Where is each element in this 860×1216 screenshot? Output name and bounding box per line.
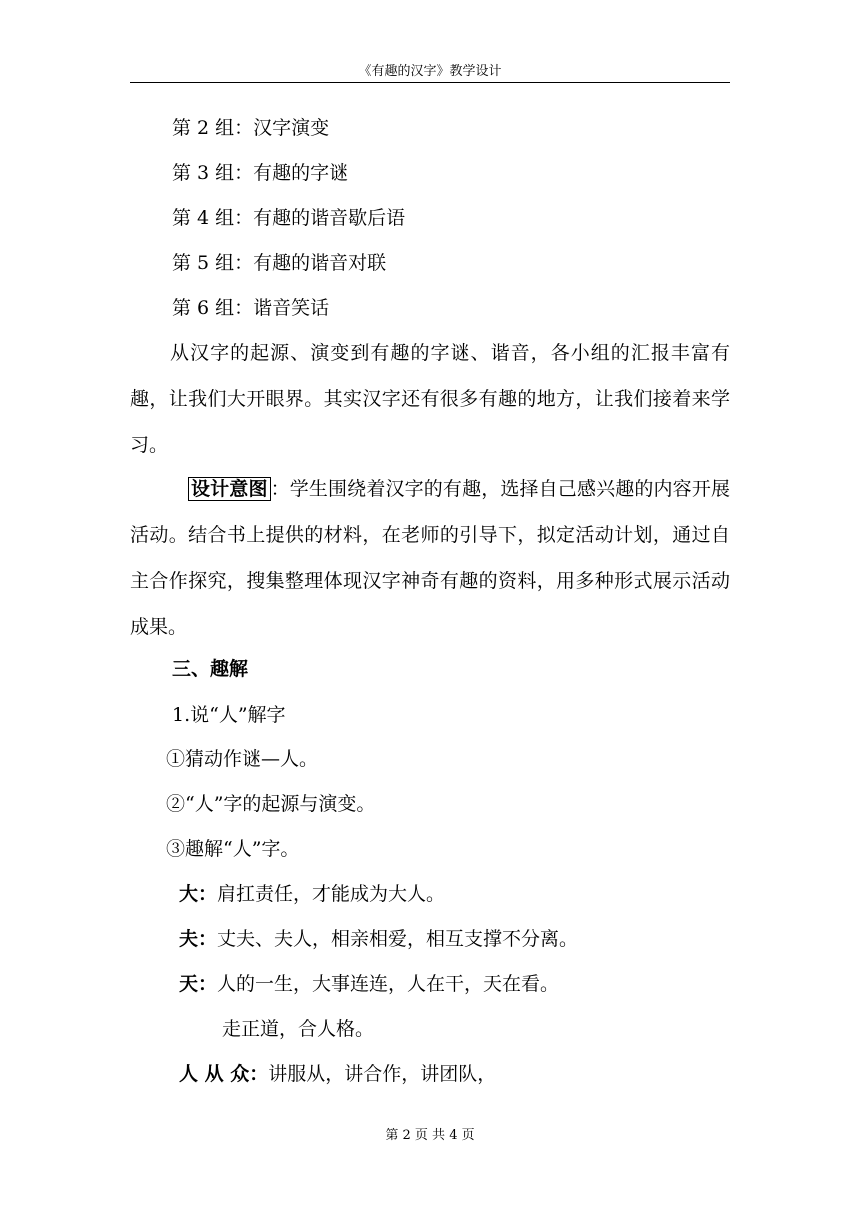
char-tian [179,972,559,996]
design-intent-text: ：学生围绕着汉字的有趣，选择自己感兴趣的内容开展活动。结合书上提供的材料，在老师的引导下，拟定活动计划，通过自主合作探究，搜集整理体现汉字神奇有趣的资料，用多种形式展示活动成果。 [130,478,730,638]
page-footer: 第 2 页 共 4 页 [385,1128,475,1143]
char-congzhong [179,1062,496,1086]
step-3: ③趣解“人”字。 [166,838,300,860]
group-5: 第 5 组：有趣的谐音对联 [172,252,387,274]
step-2: ②“人”字的起源与演变。 [166,793,376,815]
group-4: 第 4 组：有趣的谐音歇后语 [172,207,406,229]
char-congzhong-label: 人 从 众： [179,1063,269,1085]
char-fu-text: 丈夫、夫人，相亲相爱，相互支撑不分离。 [217,928,579,950]
char-fu-label: 夫： [179,928,218,950]
char-tian-text: 人的一生，大事连连，人在干，天在看。 [217,973,560,995]
summary-text: 从汉字的起源、演变到有趣的字谜、谐音，各小组的汇报丰富有趣，让我们大开眼界。其实汉字还有很多有趣的地方，让我们接着来学习。 [130,342,730,456]
char-da-label: 大： [179,883,218,905]
group-2: 第 2 组：汉字演变 [172,117,330,139]
design-intent-label: 设计意图 [188,477,271,501]
char-da [179,882,445,906]
step-1: ①猜动作谜—人。 [166,748,319,770]
char-da-text: 肩扛责任，才能成为大人。 [217,883,446,905]
design-intent-paragraph [130,466,730,650]
summary-paragraph [130,330,730,468]
header-divider [130,82,730,83]
char-congzhong-text: 讲服从，讲合作，讲团队， [268,1063,497,1085]
group-3: 第 3 组：有趣的字谜 [172,162,349,184]
continuation: 走正道，合人格。 [222,1018,375,1040]
char-tian-label: 天： [179,973,218,995]
section-heading: 三、趣解 [172,658,249,680]
item-1: 1.说“人”解字 [172,704,286,726]
page-header: 《有趣的汉字》教学设计 [358,64,502,79]
group-6: 第 6 组：谐音笑话 [172,297,330,319]
char-fu [179,927,578,951]
